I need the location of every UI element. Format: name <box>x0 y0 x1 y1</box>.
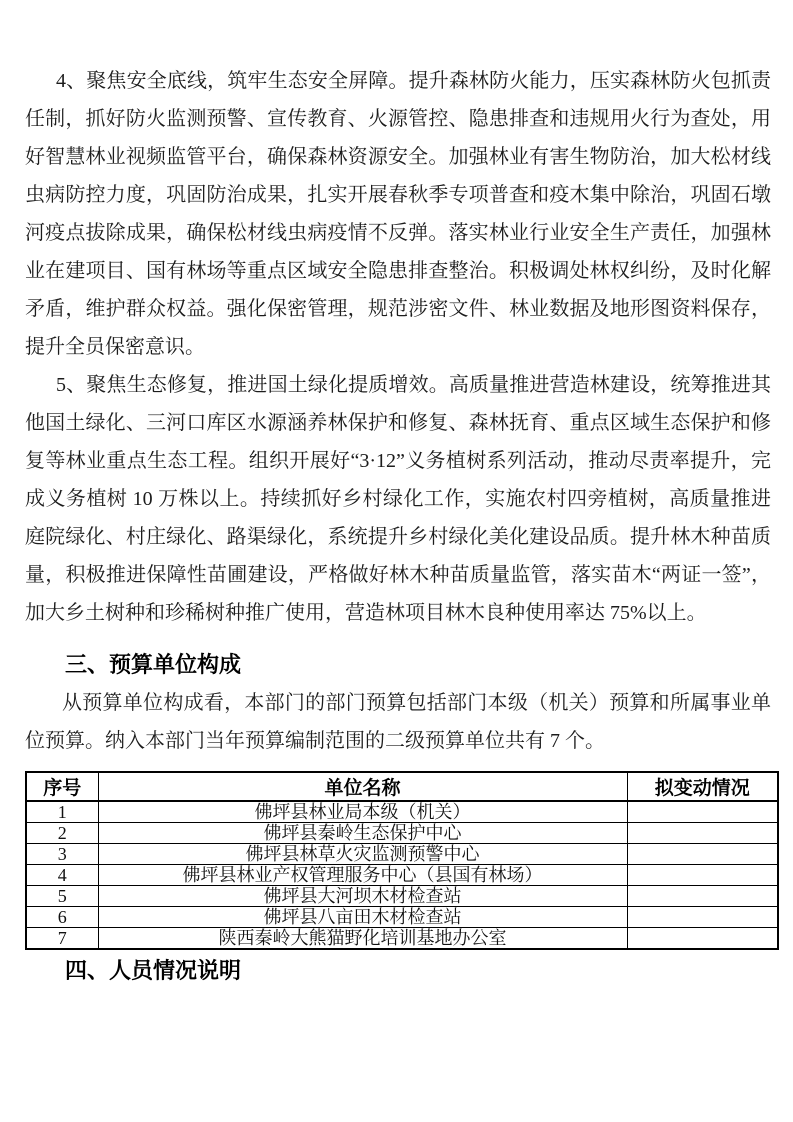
cell-serial: 7 <box>26 928 98 950</box>
table-row <box>26 801 778 823</box>
cell-serial: 3 <box>26 844 98 865</box>
cell-proposed-change <box>627 844 778 865</box>
column-header-unit-name: 单位名称 <box>98 772 627 801</box>
cell-unit-name: 佛坪县林业局本级（机关） <box>98 801 627 823</box>
budget-units-table <box>25 771 779 950</box>
cell-serial: 1 <box>26 801 98 823</box>
cell-unit-name: 陕西秦岭大熊猫野化培训基地办公室 <box>98 928 627 950</box>
table-row <box>26 928 778 950</box>
cell-unit-name: 佛坪县八亩田木材检查站 <box>98 907 627 928</box>
cell-proposed-change <box>627 801 778 823</box>
cell-unit-name: 佛坪县林业产权管理服务中心（县国有林场） <box>98 865 627 886</box>
table-row <box>26 865 778 886</box>
cell-proposed-change <box>627 865 778 886</box>
cell-serial: 2 <box>26 823 98 844</box>
paragraph-budget-units-intro: 从预算单位构成看，本部门的部门预算包括部门本级（机关）预算和所属事业单位预算。纳入本部门当年预算编制范围的二级预算单位共有 7 个。 <box>25 692 771 752</box>
column-header-proposed-change: 拟变动情况 <box>627 772 778 801</box>
table-row <box>26 823 778 844</box>
column-header-serial: 序号 <box>26 772 98 801</box>
section-heading-personnel: 四、人员情况说明 <box>65 958 242 983</box>
paragraph-safety: 4、聚焦安全底线，筑牢生态安全屏障。提升森林防火能力，压实森林防火包抓责任制，抓好防火监测预警、宣传教育、火源管控、隐患排查和违规用火行为查处，用好智慧林业视频监管平台，确保森林资源安全。加强林业有害生物防治，加大松材线虫病防控力度，巩固防治成果，扎实开展春秋季专项普查和疫木集中除治，巩固石墩河疫点拔除成果，确保松材线虫病疫情不反弹。落实林业行业安全生产责任，加强林业在建项目、国有林场等重点区域安全隐患排查整治。积极调处林权纠纷，及时化解矛盾，维护群众权益。强化保密管理，规范涉密文件、林业数据及地形图资料保存，提升全员保密意识。 <box>25 70 771 358</box>
cell-proposed-change <box>627 928 778 950</box>
cell-unit-name: 佛坪县林草火灾监测预警中心 <box>98 844 627 865</box>
table-row <box>26 886 778 907</box>
cell-unit-name: 佛坪县大河坝木材检查站 <box>98 886 627 907</box>
cell-proposed-change <box>627 823 778 844</box>
paragraph-eco-restoration: 5、聚焦生态修复，推进国土绿化提质增效。高质量推进营造林建设，统筹推进其他国土绿化、三河口库区水源涵养林保护和修复、森林抚育、重点区域生态保护和修复等林业重点生态工程。组织开展好“3·12”义务植树系列活动，推动尽责率提升，完成义务植树 10 万株以上。持续抓好乡村绿化工作，实施农村四旁植树，高质量推进庭院绿化、村庄绿化、路渠绿化，系统提升乡村绿化美化建设品质。提升林木种苗质量，积极推进保障性苗圃建设，严格做好林木种苗质量监管，落实苗木“两证一签”，加大乡土树种和珍稀树种推广使用，营造林项目林木良种使用率达 75%以上。 <box>25 374 771 624</box>
cell-proposed-change <box>627 907 778 928</box>
cell-serial: 5 <box>26 886 98 907</box>
cell-unit-name: 佛坪县秦岭生态保护中心 <box>98 823 627 844</box>
table-row <box>26 844 778 865</box>
cell-serial: 4 <box>26 865 98 886</box>
cell-serial: 6 <box>26 907 98 928</box>
table-row <box>26 907 778 928</box>
table-header-row <box>26 772 778 801</box>
cell-proposed-change <box>627 886 778 907</box>
section-heading-budget-units: 三、预算单位构成 <box>65 652 242 677</box>
